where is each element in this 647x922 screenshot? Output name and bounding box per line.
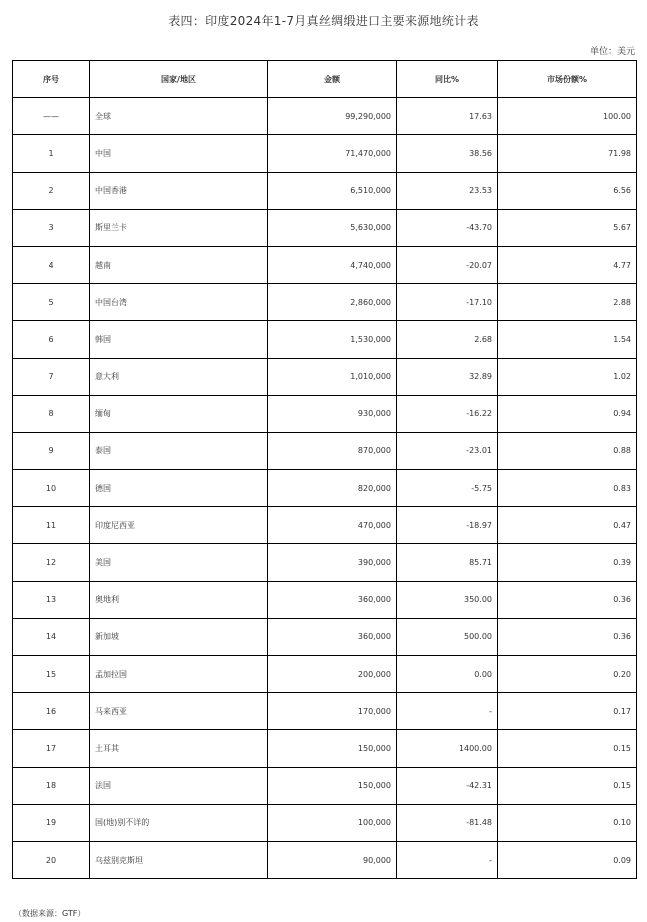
- country-cell: 韩国: [90, 321, 268, 358]
- yoy-cell: -81.48: [397, 804, 498, 841]
- amount-cell: 90,000: [268, 841, 397, 878]
- country-cell: 德国: [90, 470, 268, 507]
- share-cell: 0.36: [498, 618, 637, 655]
- table-row: [13, 804, 637, 841]
- table-row: [13, 246, 637, 283]
- amount-cell: 470,000: [268, 507, 397, 544]
- yoy-cell: -20.07: [397, 246, 498, 283]
- country-cell: 中国台湾: [90, 284, 268, 321]
- table-row: [13, 767, 637, 804]
- yoy-cell: -43.70: [397, 209, 498, 246]
- index-cell: 17: [13, 730, 90, 767]
- index-cell: 13: [13, 581, 90, 618]
- share-cell: 100.00: [498, 98, 637, 135]
- amount-cell: 71,470,000: [268, 135, 397, 172]
- country-cell: 全球: [90, 98, 268, 135]
- share-cell: 0.10: [498, 804, 637, 841]
- table-row: [13, 470, 637, 507]
- amount-cell: 100,000: [268, 804, 397, 841]
- amount-cell: 1,010,000: [268, 358, 397, 395]
- index-cell: 15: [13, 656, 90, 693]
- share-cell: 1.02: [498, 358, 637, 395]
- header-amount: 金额: [268, 61, 397, 98]
- yoy-cell: -23.01: [397, 432, 498, 469]
- country-cell: 法国: [90, 767, 268, 804]
- share-cell: 0.83: [498, 470, 637, 507]
- table-row: [13, 135, 637, 172]
- amount-cell: 360,000: [268, 618, 397, 655]
- table-row: [13, 693, 637, 730]
- country-cell: 孟加拉国: [90, 656, 268, 693]
- table-row: [13, 432, 637, 469]
- table-row: [13, 656, 637, 693]
- table-row: [13, 581, 637, 618]
- table-row: [13, 507, 637, 544]
- table-row: [13, 395, 637, 432]
- header-index: 序号: [13, 61, 90, 98]
- yoy-cell: 38.56: [397, 135, 498, 172]
- unit-label: 单位：美元: [589, 47, 635, 57]
- table-row: [13, 284, 637, 321]
- header-yoy: 同比%: [397, 61, 498, 98]
- index-cell: 2: [13, 172, 90, 209]
- table-row: [13, 618, 637, 655]
- yoy-cell: 23.53: [397, 172, 498, 209]
- share-cell: 71.98: [498, 135, 637, 172]
- country-cell: 新加坡: [90, 618, 268, 655]
- share-cell: 6.56: [498, 172, 637, 209]
- country-cell: 国(地)别不详的: [90, 804, 268, 841]
- index-cell: 3: [13, 209, 90, 246]
- share-cell: 0.94: [498, 395, 637, 432]
- amount-cell: 870,000: [268, 432, 397, 469]
- country-cell: 中国: [90, 135, 268, 172]
- country-cell: 缅甸: [90, 395, 268, 432]
- amount-cell: 6,510,000: [268, 172, 397, 209]
- index-cell: 14: [13, 618, 90, 655]
- data-source-note: （数据来源：GTF）: [14, 909, 86, 918]
- index-cell: 9: [13, 432, 90, 469]
- yoy-cell: -: [397, 693, 498, 730]
- share-cell: 0.36: [498, 581, 637, 618]
- index-cell: 5: [13, 284, 90, 321]
- index-cell: 18: [13, 767, 90, 804]
- table-row: [13, 321, 637, 358]
- share-cell: 0.39: [498, 544, 637, 581]
- share-cell: 0.15: [498, 767, 637, 804]
- share-cell: 0.17: [498, 693, 637, 730]
- header-country: 国家/地区: [90, 61, 268, 98]
- country-cell: 美国: [90, 544, 268, 581]
- yoy-cell: 85.71: [397, 544, 498, 581]
- index-cell: 16: [13, 693, 90, 730]
- table-row: [13, 841, 637, 878]
- country-cell: 马来西亚: [90, 693, 268, 730]
- index-cell: 20: [13, 841, 90, 878]
- table-row: [13, 209, 637, 246]
- yoy-cell: -16.22: [397, 395, 498, 432]
- yoy-cell: -: [397, 841, 498, 878]
- amount-cell: 150,000: [268, 730, 397, 767]
- table-title: 表四：印度2024年1-7月真丝绸缎进口主要来源地统计表: [168, 14, 479, 28]
- amount-cell: 2,860,000: [268, 284, 397, 321]
- index-cell: 8: [13, 395, 90, 432]
- header-row: [13, 61, 637, 98]
- share-cell: 5.67: [498, 209, 637, 246]
- index-cell: 11: [13, 507, 90, 544]
- country-cell: 中国香港: [90, 172, 268, 209]
- share-cell: 4.77: [498, 246, 637, 283]
- table-row: [13, 544, 637, 581]
- yoy-cell: 17.63: [397, 98, 498, 135]
- country-cell: 土耳其: [90, 730, 268, 767]
- country-cell: 泰国: [90, 432, 268, 469]
- table-row: [13, 358, 637, 395]
- amount-cell: 360,000: [268, 581, 397, 618]
- amount-cell: 99,290,000: [268, 98, 397, 135]
- amount-cell: 820,000: [268, 470, 397, 507]
- yoy-cell: 2.68: [397, 321, 498, 358]
- share-cell: 0.47: [498, 507, 637, 544]
- table-row: [13, 730, 637, 767]
- country-cell: 乌兹别克斯坦: [90, 841, 268, 878]
- amount-cell: 390,000: [268, 544, 397, 581]
- table-body: [13, 98, 637, 879]
- country-cell: 意大利: [90, 358, 268, 395]
- yoy-cell: -42.31: [397, 767, 498, 804]
- yoy-cell: -5.75: [397, 470, 498, 507]
- amount-cell: 930,000: [268, 395, 397, 432]
- amount-cell: 170,000: [268, 693, 397, 730]
- share-cell: 2.88: [498, 284, 637, 321]
- yoy-cell: 1400.00: [397, 730, 498, 767]
- yoy-cell: -18.97: [397, 507, 498, 544]
- table-row: [13, 172, 637, 209]
- country-cell: 奥地利: [90, 581, 268, 618]
- amount-cell: 150,000: [268, 767, 397, 804]
- yoy-cell: -17.10: [397, 284, 498, 321]
- index-cell: 6: [13, 321, 90, 358]
- amount-cell: 4,740,000: [268, 246, 397, 283]
- index-cell: 4: [13, 246, 90, 283]
- share-cell: 0.88: [498, 432, 637, 469]
- country-cell: 越南: [90, 246, 268, 283]
- yoy-cell: 500.00: [397, 618, 498, 655]
- yoy-cell: 32.89: [397, 358, 498, 395]
- amount-cell: 200,000: [268, 656, 397, 693]
- index-cell: 19: [13, 804, 90, 841]
- amount-cell: 5,630,000: [268, 209, 397, 246]
- country-cell: 印度尼西亚: [90, 507, 268, 544]
- share-cell: 0.15: [498, 730, 637, 767]
- import-sources-table: [12, 60, 637, 879]
- amount-cell: 1,530,000: [268, 321, 397, 358]
- index-cell: 12: [13, 544, 90, 581]
- index-cell: 1: [13, 135, 90, 172]
- index-cell: 10: [13, 470, 90, 507]
- share-cell: 1.54: [498, 321, 637, 358]
- country-cell: 斯里兰卡: [90, 209, 268, 246]
- yoy-cell: 0.00: [397, 656, 498, 693]
- share-cell: 0.20: [498, 656, 637, 693]
- share-cell: 0.09: [498, 841, 637, 878]
- index-cell: 7: [13, 358, 90, 395]
- yoy-cell: 350.00: [397, 581, 498, 618]
- header-share: 市场份额%: [498, 61, 637, 98]
- table-row: [13, 98, 637, 135]
- index-cell: ——: [13, 98, 90, 135]
